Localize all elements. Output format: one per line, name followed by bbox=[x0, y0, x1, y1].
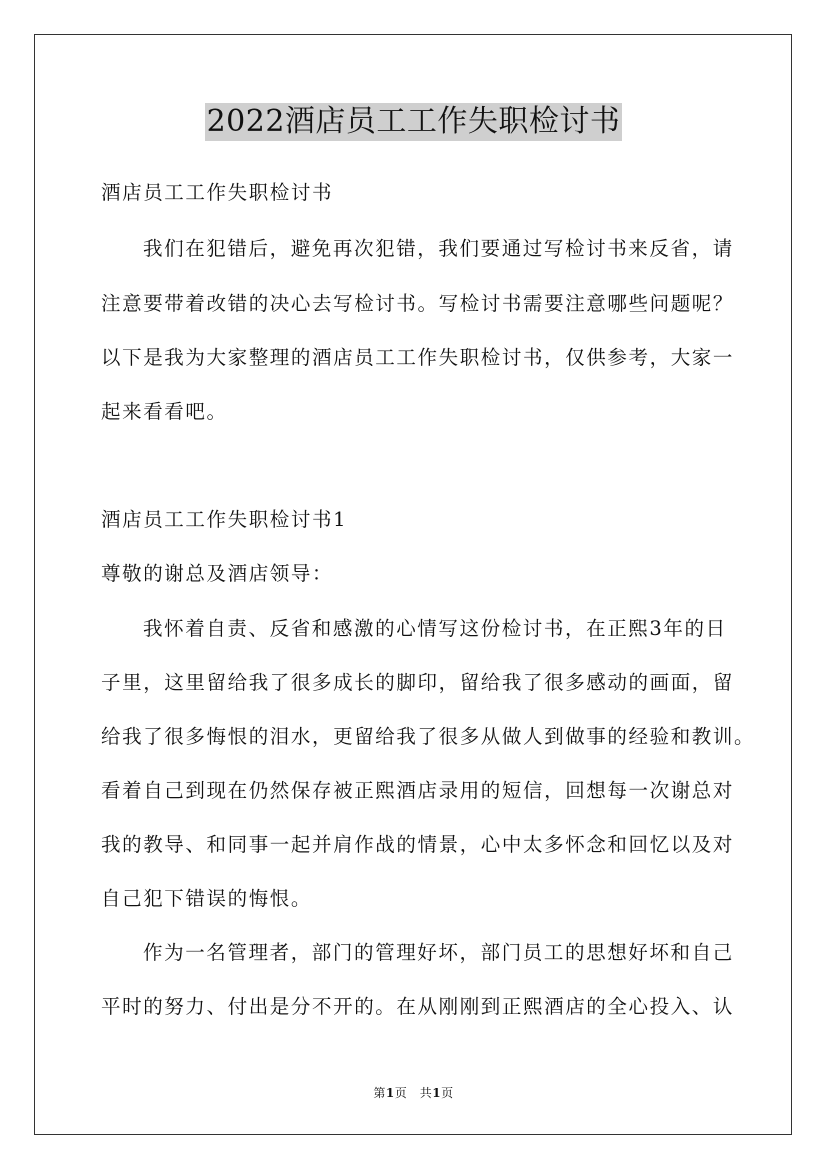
paragraph1-line-3: 给我了很多悔恨的泪水，更留给我了很多从做人到做事的经验和教训。 bbox=[101, 725, 756, 748]
paragraph1-line-1: 我怀着自责、反省和感激的心情写这份检讨书，在正熙3年的日 bbox=[143, 617, 727, 640]
footer-page-mid: 页 共 bbox=[394, 1086, 433, 1100]
intro-line-1: 我们在犯错后，避免再次犯错，我们要通过写检讨书来反省，请 bbox=[143, 237, 734, 260]
paragraph1-line-5: 我的教导、和同事一起并肩作战的情景，心中太多怀念和回忆以及对 bbox=[101, 833, 735, 856]
salutation: 尊敬的谢总及酒店领导： bbox=[101, 562, 334, 585]
paragraph1-line-4: 看着自己到现在仍然保存被正熙酒店录用的短信，回想每一次谢总对 bbox=[101, 779, 735, 802]
paragraph1-line-6: 自己犯下错误的悔恨。 bbox=[101, 887, 313, 910]
section-heading: 酒店员工工作失职检讨书1 bbox=[101, 508, 348, 531]
paragraph1-line-2: 子里，这里留给我了很多成长的脚印，留给我了很多感动的画面，留 bbox=[101, 671, 735, 694]
paragraph2-line-1: 作为一名管理者，部门的管理好坏，部门员工的思想好坏和自己 bbox=[143, 941, 734, 964]
document-title: 2022酒店员工工作失职检讨书 bbox=[206, 104, 621, 139]
title-container bbox=[0, 103, 827, 141]
intro-line-2: 注意要带着改错的决心去写检讨书。写检讨书需要注意哪些问题呢？ bbox=[101, 292, 735, 315]
footer-page-prefix: 第 bbox=[373, 1086, 386, 1100]
footer-page-suffix: 页 bbox=[441, 1086, 454, 1100]
footer-page-total: 1 bbox=[432, 1086, 442, 1100]
paragraph2-line-2: 平时的努力、付出是分不开的。在从刚刚到正熙酒店的全心投入、认 bbox=[101, 995, 735, 1018]
footer-page-number: 1 bbox=[385, 1086, 395, 1100]
intro-line-3: 以下是我为大家整理的酒店员工工作失职检讨书，仅供参考，大家一 bbox=[101, 346, 735, 369]
intro-line-4: 起来看看吧。 bbox=[101, 400, 228, 423]
document-subtitle: 酒店员工工作失职检讨书 bbox=[101, 181, 334, 204]
page-footer bbox=[0, 1084, 827, 1101]
